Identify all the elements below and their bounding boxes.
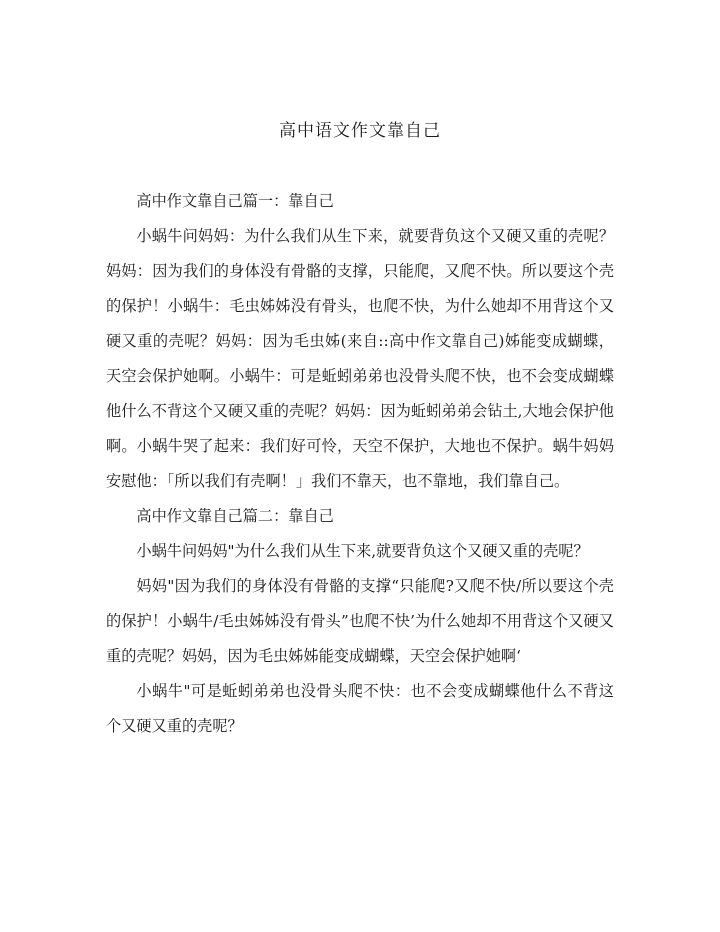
section-1-paragraph: 小蜗牛问妈妈：为什么我们从生下来，就要背负这个又硬又重的壳呢？妈妈：因为我们的身体没有骨骼的支撑，只能爬，又爬不快。所以要这个壳的保护！小蜗牛：毛虫姊姊没有骨头，也爬不快，为什么她却不用背这个又硬又重的壳呢？妈妈：因为毛虫姊(来自::高中作文靠自己)姊能变成蝴蝶，天空会保护她啊。小蜗牛：可是蚯蚓弟弟也没骨头爬不快，也不会变成蝴蝶他什么不背这个又硬又重的壳呢？妈妈：因为蚯蚓弟弟会钻土,大地会保护他啊。小蜗牛哭了起来：我们好可怜，天空不保护，大地也不保护。蜗牛妈妈安慰他：「所以我们有壳啊！」我们不靠天，也不靠地，我们靠自己。 bbox=[106, 227, 614, 490]
document-body bbox=[106, 184, 614, 744]
document-title: 高中语文作文靠自己 bbox=[279, 121, 441, 141]
section-2-paragraph-2: 妈妈"因为我们的身体没有骨骼的支撑“只能爬?又爬不快/所以要这个壳的保护！小蜗牛/毛虫姊姊没有骨头”也爬不快’为什么她却不用背这个又硬又重的壳呢？妈妈，因为毛虫姊姊能变成蝴蝶，天空会保护她啊‘ bbox=[106, 577, 614, 665]
section-2-heading: 高中作文靠自己篇二：靠自己 bbox=[136, 507, 334, 525]
section-2-paragraph-1: 小蜗牛问妈妈"为什么我们从生下来,就要背负这个又硬又重的壳呢？ bbox=[136, 542, 589, 560]
section-1-heading: 高中作文靠自己篇一：靠自己 bbox=[136, 192, 334, 210]
section-2-paragraph-3: 小蜗牛"可是蚯蚓弟弟也没骨头爬不快：也不会变成蝴蝶他什么不背这个又硬又重的壳呢？ bbox=[106, 682, 614, 735]
